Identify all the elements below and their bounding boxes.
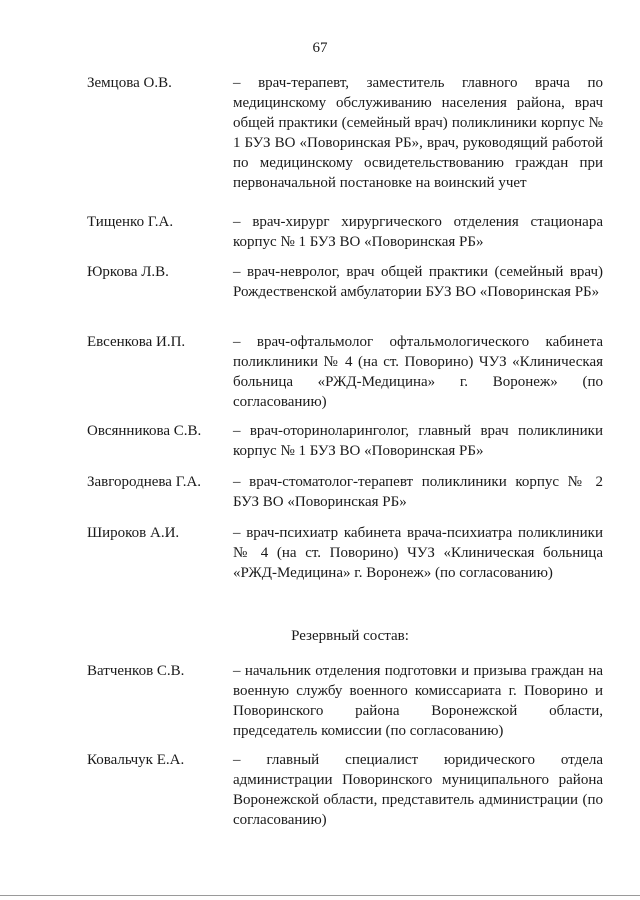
member-description: – начальник отделения подготовки и призыва граждан на военную службу военного комиссариата г. Поворино и Поворинского района Воронежской области, председатель комиссии (по согласованию) bbox=[233, 663, 603, 739]
member-name: Юркова Л.В. bbox=[87, 264, 169, 280]
member-name: Ковальчук Е.А. bbox=[87, 752, 185, 768]
member-name: Широков А.И. bbox=[87, 525, 180, 541]
member-name: Ватченков С.В. bbox=[87, 663, 185, 679]
member-description: – врач-стоматолог-терапевт поликлиники корпус № 2 БУЗ ВО «Поворинская РБ» bbox=[233, 474, 603, 510]
member-description: – врач-невролог, врач общей практики (семейный врач) Рождественской амбулатории БУЗ ВО «Поворинская РБ» bbox=[233, 264, 603, 300]
member-description: – врач-терапевт, заместитель главного врача по медицинскому обслуживанию населения района, врач общей практики (семейный врач) поликлиники корпус № 1 БУЗ ВО «Поворинская РБ», врач, руководящий работой по медицинскому освидетельствованию граждан при первоначальной постановке на воинский учет bbox=[233, 75, 603, 191]
member-name: Тищенко Г.А. bbox=[87, 214, 174, 230]
member-description: – врач-офтальмолог офтальмологического кабинета поликлиники № 4 (на ст. Поворино) ЧУЗ «Клиническая больница «РЖД-Медицина» г. Воронеж» (по согласованию) bbox=[233, 334, 603, 410]
member-description: – врач-хирург хирургического отделения стационара корпус № 1 БУЗ ВО «Поворинская РБ» bbox=[233, 214, 603, 250]
member-description: – главный специалист юридического отдела администрации Поворинского муниципального района Воронежской области, представитель администрации (по согласованию) bbox=[233, 752, 603, 828]
member-name: Земцова О.В. bbox=[87, 75, 172, 91]
member-name: Завгороднева Г.А. bbox=[87, 474, 202, 490]
member-description: – врач-оториноларинголог, главный врач поликлиники корпус № 1 БУЗ ВО «Поворинская РБ» bbox=[233, 423, 603, 459]
page-bottom-edge bbox=[0, 895, 640, 896]
member-name: Овсянникова С.В. bbox=[87, 423, 202, 439]
page-number: 67 bbox=[312, 40, 328, 56]
member-name: Евсенкова И.П. bbox=[87, 334, 186, 350]
member-description: – врач-психиатр кабинета врача-психиатра поликлиники № 4 (на ст. Поворино) ЧУЗ «Клиническая больница «РЖД-Медицина» г. Воронеж» (по согласованию) bbox=[233, 525, 603, 581]
reserve-heading: Резервный состав: bbox=[291, 628, 409, 644]
